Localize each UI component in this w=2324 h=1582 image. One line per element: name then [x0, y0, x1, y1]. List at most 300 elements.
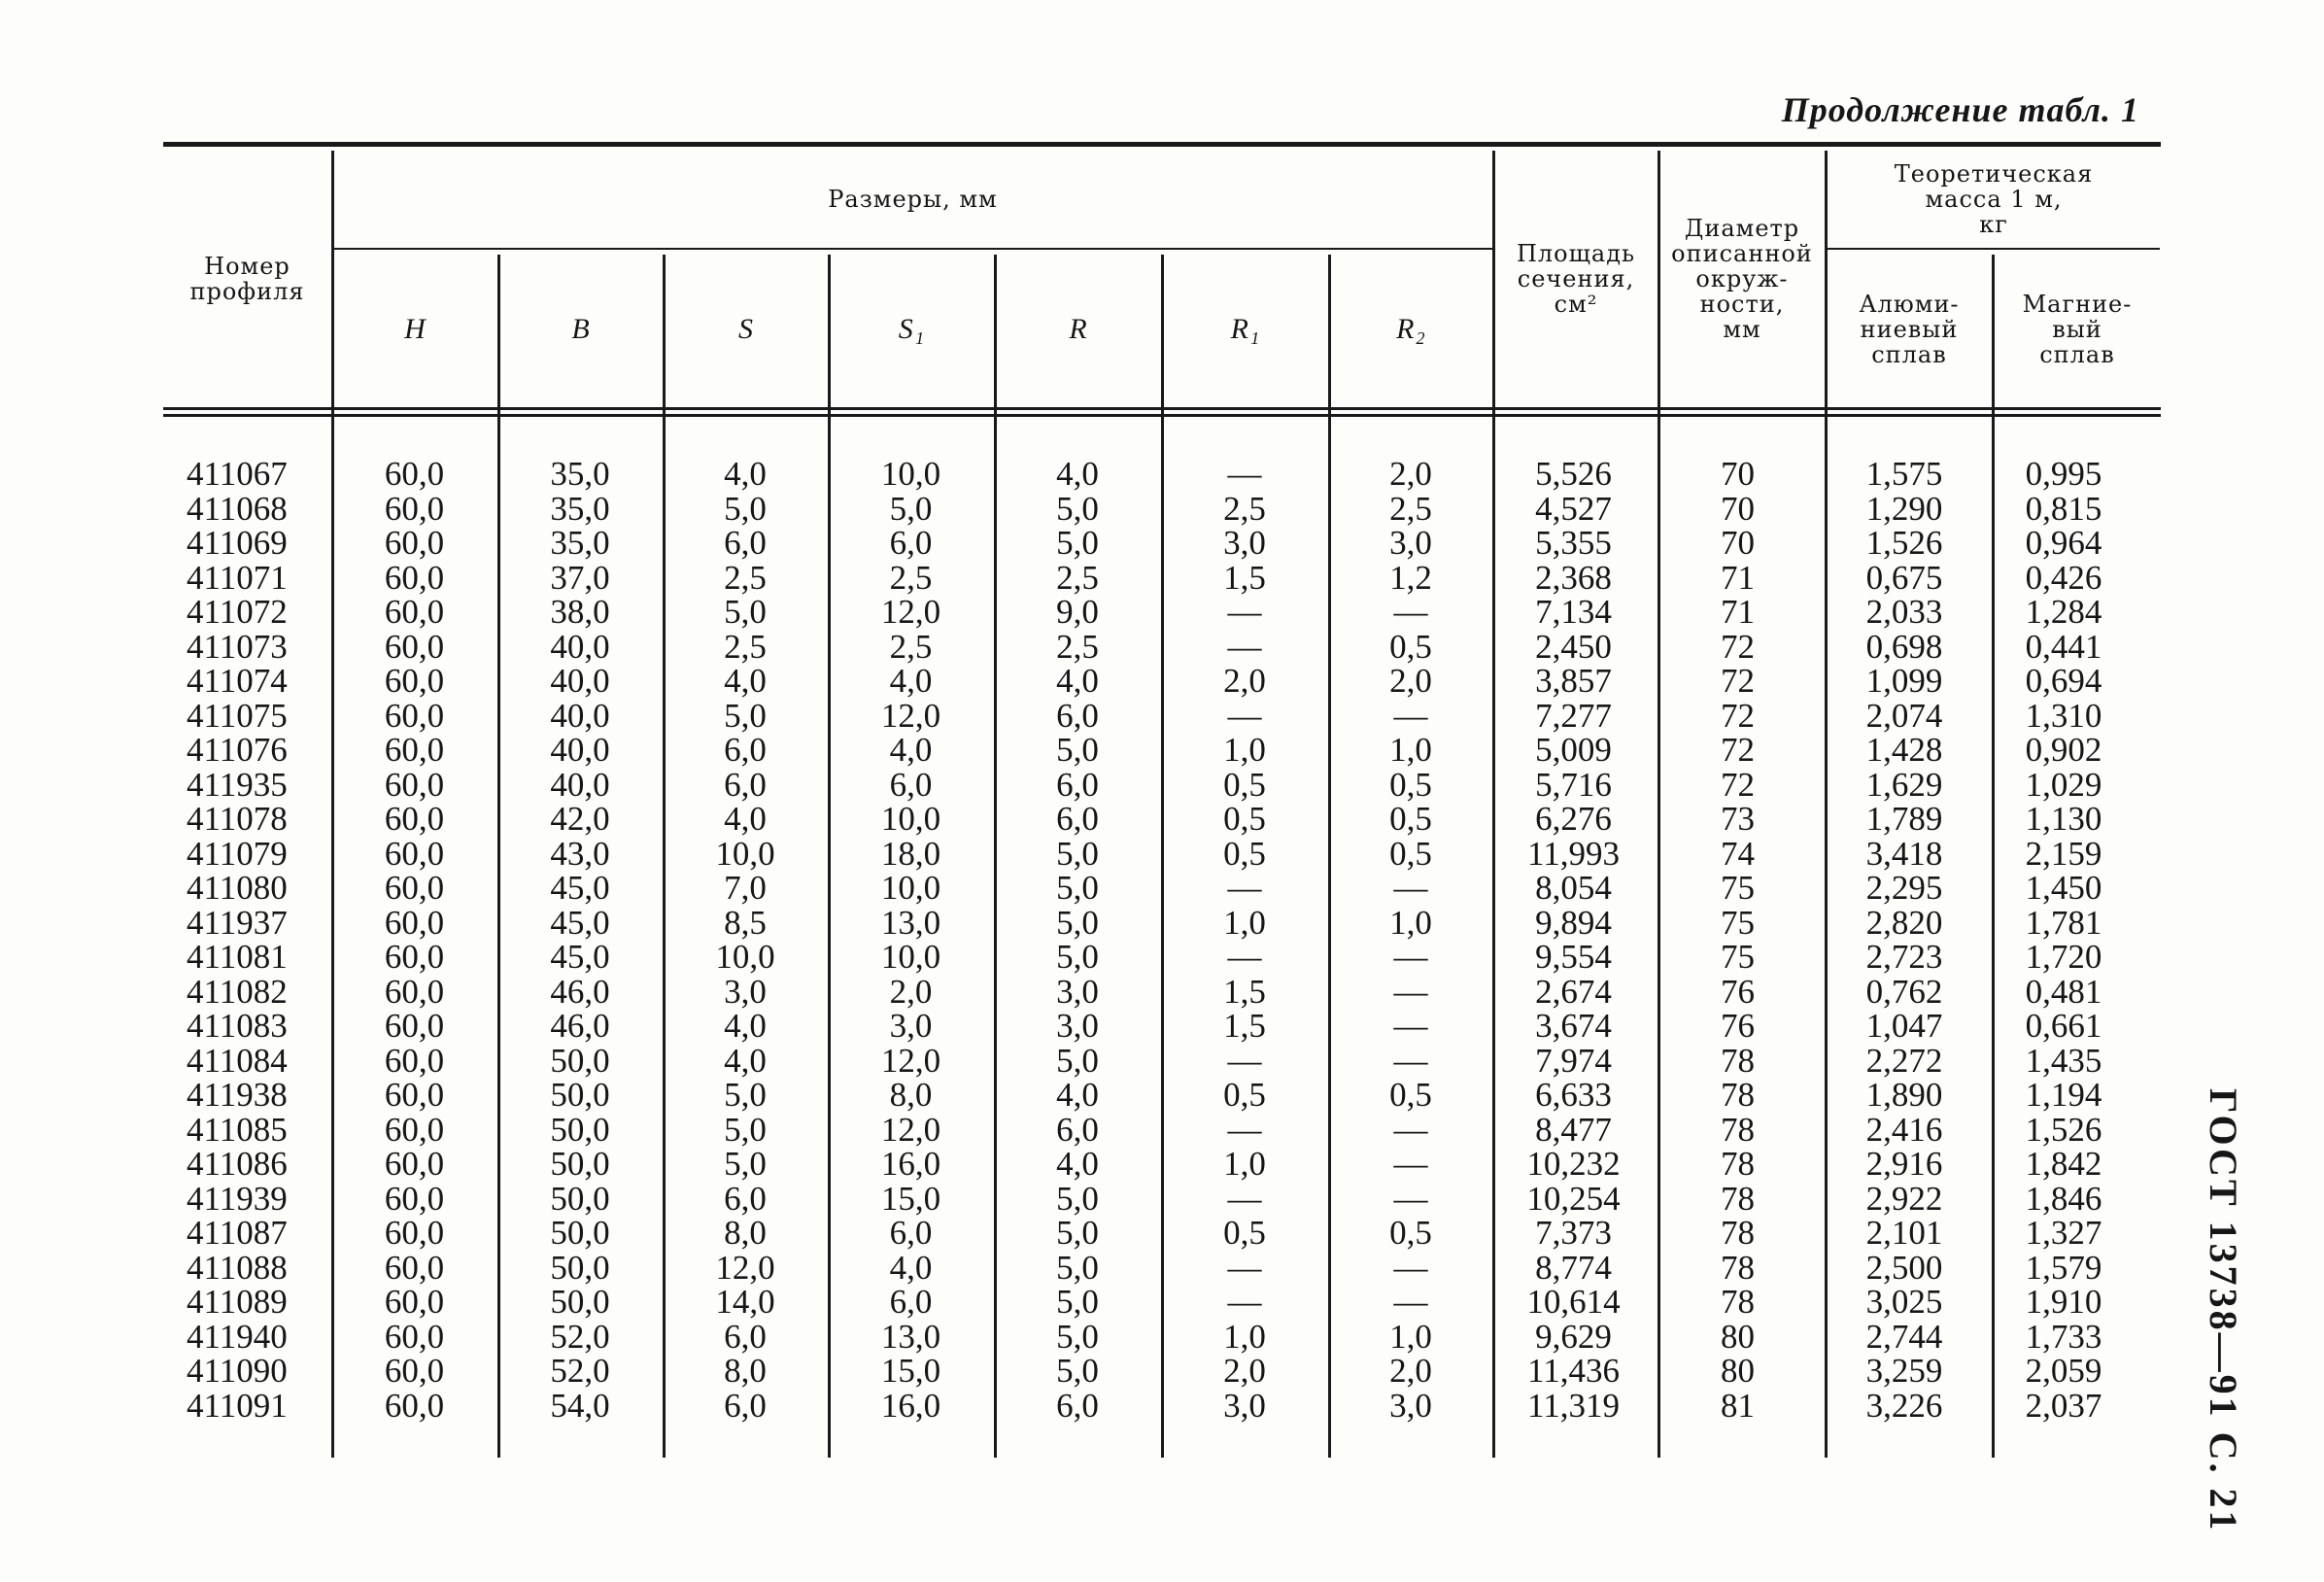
cell-h: 60,0: [384, 593, 445, 631]
cell-area: 6,633: [1535, 1076, 1612, 1114]
cell-r: 5,0: [1056, 1283, 1099, 1321]
cell-area: 7,134: [1535, 593, 1612, 631]
cell-r1: 2,0: [1223, 662, 1266, 700]
header-area: [1494, 151, 1658, 407]
cell-profile-number: 411935: [187, 765, 288, 804]
cell-r1: —: [1227, 696, 1262, 735]
cell-profile-number: 411078: [187, 800, 288, 838]
cell-h: 60,0: [384, 1179, 445, 1218]
cell-profile-number: 411072: [187, 593, 288, 631]
cell-profile-number: 411087: [187, 1214, 288, 1252]
cell-profile-number: 411068: [187, 489, 288, 528]
table-row: [163, 558, 2160, 597]
cell-b: 35,0: [550, 524, 610, 562]
cell-mass-magnesium: 0,694: [2025, 662, 2102, 700]
cell-r2: 0,5: [1389, 834, 1432, 873]
cell-r: 5,0: [1056, 1041, 1099, 1080]
cell-r2: —: [1393, 1145, 1428, 1183]
table-row: [163, 696, 2160, 735]
cell-mass-magnesium: 1,842: [2025, 1145, 2102, 1183]
cell-profile-number: 411080: [187, 869, 288, 907]
cell-area: 10,254: [1526, 1179, 1621, 1218]
cell-profile-number: 411085: [187, 1110, 288, 1149]
cell-mass-magnesium: 0,441: [2025, 627, 2102, 666]
cell-s: 12,0: [715, 1248, 775, 1287]
table-row: [163, 457, 2160, 492]
cell-profile-number: 411938: [187, 1076, 288, 1114]
cell-s: 6,0: [724, 1179, 767, 1218]
header-magnesium-label: Магние- вый сплав: [2022, 290, 2133, 368]
cell-s: 4,0: [724, 662, 767, 700]
cell-s1: 6,0: [889, 1283, 933, 1321]
cell-s: 6,0: [724, 731, 767, 769]
cell-s1: 16,0: [880, 1386, 941, 1425]
cell-h: 60,0: [384, 489, 445, 528]
cell-r1: 1,0: [1223, 1145, 1266, 1183]
cell-r2: —: [1393, 696, 1428, 735]
cell-s1: 12,0: [880, 593, 941, 631]
cell-b: 40,0: [550, 696, 610, 735]
header-area-label: Площадь сечения, см²: [1516, 240, 1636, 318]
cell-area: 10,614: [1526, 1283, 1621, 1321]
cell-diameter: 78: [1721, 1179, 1755, 1218]
table-row: [163, 1285, 2160, 1320]
cell-mass-aluminum: 2,500: [1865, 1248, 1943, 1287]
cell-mass-aluminum: 0,762: [1865, 972, 1943, 1011]
cell-s1: 16,0: [880, 1145, 941, 1183]
header-dim-s-label: S: [738, 312, 754, 345]
header-magnesium: [1994, 251, 2161, 407]
cell-r1: 0,5: [1223, 1076, 1266, 1114]
cell-r1: —: [1227, 1283, 1262, 1321]
table-row: [163, 733, 2160, 768]
table-caption: Продолжение табл. 1: [1781, 90, 2139, 129]
cell-b: 50,0: [550, 1214, 610, 1252]
cell-s: 8,5: [724, 903, 767, 942]
cell-b: 46,0: [550, 1007, 610, 1045]
cell-b: 50,0: [550, 1110, 610, 1149]
cell-r: 9,0: [1056, 593, 1099, 631]
cell-diameter: 72: [1721, 696, 1755, 735]
cell-s1: 2,5: [889, 627, 933, 666]
cell-area: 3,857: [1535, 662, 1612, 700]
cell-mass-magnesium: 1,130: [2025, 800, 2102, 838]
cell-b: 35,0: [550, 489, 610, 528]
cell-diameter: 80: [1721, 1317, 1755, 1356]
cell-r1: 1,5: [1223, 558, 1266, 597]
cell-s: 6,0: [724, 765, 767, 804]
cell-diameter: 72: [1721, 765, 1755, 804]
table-row: [163, 489, 2160, 528]
cell-profile-number: 411082: [187, 972, 288, 1011]
cell-b: 50,0: [550, 1248, 610, 1287]
cell-r: 5,0: [1056, 731, 1099, 769]
cell-s: 4,0: [724, 455, 767, 493]
cell-mass-aluminum: 2,916: [1865, 1145, 1943, 1183]
cell-r2: —: [1393, 938, 1428, 976]
cell-s1: 2,0: [889, 972, 933, 1011]
cell-r1: 1,0: [1223, 903, 1266, 942]
cell-mass-aluminum: 2,101: [1865, 1214, 1943, 1252]
cell-b: 42,0: [550, 800, 610, 838]
cell-mass-aluminum: 2,723: [1865, 938, 1943, 976]
cell-area: 8,774: [1535, 1248, 1612, 1287]
cell-r: 5,0: [1056, 489, 1099, 528]
cell-profile-number: 411086: [187, 1145, 288, 1183]
cell-r2: 3,0: [1389, 524, 1432, 562]
cell-mass-aluminum: 2,416: [1865, 1110, 1943, 1149]
cell-s: 5,0: [724, 1145, 767, 1183]
cell-r1: 1,0: [1223, 731, 1266, 769]
cell-profile-number: 411084: [187, 1041, 288, 1080]
cell-r2: 0,5: [1389, 800, 1432, 838]
cell-profile-number: 411081: [187, 938, 288, 976]
table-row: [163, 765, 2160, 804]
cell-s: 8,0: [724, 1214, 767, 1252]
cell-r: 5,0: [1056, 1248, 1099, 1287]
cell-r2: 2,0: [1389, 455, 1432, 493]
cell-mass-aluminum: 1,526: [1865, 524, 1943, 562]
cell-diameter: 72: [1721, 731, 1755, 769]
cell-profile-number: 411089: [187, 1283, 288, 1321]
cell-area: 8,477: [1535, 1110, 1612, 1149]
table-row: [163, 1110, 2160, 1149]
cell-diameter: 75: [1721, 869, 1755, 907]
cell-b: 35,0: [550, 455, 610, 493]
cell-diameter: 78: [1721, 1041, 1755, 1080]
cell-mass-aluminum: 1,099: [1865, 662, 1943, 700]
cell-diameter: 71: [1721, 558, 1755, 597]
cell-r1: 3,0: [1223, 1386, 1266, 1425]
cell-diameter: 78: [1721, 1248, 1755, 1287]
cell-diameter: 72: [1721, 627, 1755, 666]
header-dim-h: [333, 251, 497, 407]
cell-b: 45,0: [550, 869, 610, 907]
cell-s1: 12,0: [880, 1041, 941, 1080]
cell-s: 6,0: [724, 524, 767, 562]
cell-s1: 2,5: [889, 558, 933, 597]
cell-s: 10,0: [715, 938, 775, 976]
cell-r1: —: [1227, 1248, 1262, 1287]
header-dim-b-label: B: [571, 312, 591, 345]
cell-mass-magnesium: 1,579: [2025, 1248, 2102, 1287]
table-row: [163, 972, 2160, 1011]
table-row: [163, 1386, 2160, 1425]
cell-r1: —: [1227, 455, 1262, 493]
cell-profile-number: 411937: [187, 903, 288, 942]
cell-s: 4,0: [724, 1007, 767, 1045]
cell-r: 2,5: [1056, 558, 1099, 597]
table-row: [163, 1147, 2160, 1182]
cell-mass-magnesium: 1,450: [2025, 869, 2102, 907]
cell-s1: 6,0: [889, 524, 933, 562]
cell-area: 11,319: [1527, 1386, 1620, 1425]
table-row: [163, 1009, 2160, 1044]
dimensions-sub-rule: [333, 248, 1492, 250]
cell-s1: 13,0: [880, 1317, 941, 1356]
table-row: [163, 1317, 2160, 1356]
cell-b: 50,0: [550, 1041, 610, 1080]
cell-profile-number: 411079: [187, 834, 288, 873]
header-dim-h-label: H: [404, 312, 427, 345]
cell-s: 8,0: [724, 1352, 767, 1390]
cell-diameter: 78: [1721, 1076, 1755, 1114]
cell-mass-aluminum: 3,259: [1865, 1352, 1943, 1390]
cell-mass-magnesium: 1,733: [2025, 1317, 2102, 1356]
cell-h: 60,0: [384, 1248, 445, 1287]
cell-r2: —: [1393, 1110, 1428, 1149]
cell-area: 9,554: [1535, 938, 1612, 976]
cell-r1: —: [1227, 938, 1262, 976]
cell-h: 60,0: [384, 1386, 445, 1425]
cell-diameter: 76: [1721, 972, 1755, 1011]
cell-b: 40,0: [550, 662, 610, 700]
table-row: [163, 940, 2160, 975]
cell-s1: 12,0: [880, 1110, 941, 1149]
cell-r: 4,0: [1056, 455, 1099, 493]
header-mass: [1827, 151, 2161, 248]
cell-s: 6,0: [724, 1386, 767, 1425]
table-row: [163, 627, 2160, 666]
cell-r: 3,0: [1056, 1007, 1099, 1045]
cell-mass-magnesium: 0,661: [2025, 1007, 2102, 1045]
cell-h: 60,0: [384, 765, 445, 804]
cell-s1: 15,0: [880, 1179, 941, 1218]
cell-r: 5,0: [1056, 869, 1099, 907]
cell-diameter: 78: [1721, 1110, 1755, 1149]
cell-b: 50,0: [550, 1179, 610, 1218]
cell-diameter: 70: [1721, 489, 1755, 528]
cell-area: 8,054: [1535, 869, 1612, 907]
cell-h: 60,0: [384, 1283, 445, 1321]
table-row: [163, 664, 2160, 699]
cell-diameter: 70: [1721, 455, 1755, 493]
cell-r2: 3,0: [1389, 1386, 1432, 1425]
cell-s1: 10,0: [880, 869, 941, 907]
cell-s: 2,5: [724, 558, 767, 597]
cell-h: 60,0: [384, 834, 445, 873]
table-row: [163, 595, 2160, 630]
cell-b: 52,0: [550, 1352, 610, 1390]
cell-profile-number: 411090: [187, 1352, 288, 1390]
cell-s: 7,0: [724, 869, 767, 907]
header-dim-r2-label: R₂: [1396, 312, 1426, 345]
cell-r1: —: [1227, 1110, 1262, 1149]
cell-area: 5,716: [1535, 765, 1612, 804]
cell-r2: —: [1393, 1179, 1428, 1218]
cell-mass-magnesium: 1,910: [2025, 1283, 2102, 1321]
cell-r2: —: [1393, 869, 1428, 907]
cell-profile-number: 411940: [187, 1317, 288, 1356]
cell-mass-magnesium: 0,995: [2025, 455, 2102, 493]
cell-r1: 0,5: [1223, 800, 1266, 838]
header-dim-b: [499, 251, 663, 407]
cell-r: 4,0: [1056, 1145, 1099, 1183]
header-profile-number: [163, 151, 331, 407]
cell-s: 5,0: [724, 1076, 767, 1114]
cell-s1: 6,0: [889, 765, 933, 804]
table-row: [163, 802, 2160, 837]
cell-area: 7,373: [1535, 1214, 1612, 1252]
cell-h: 60,0: [384, 1352, 445, 1390]
cell-r1: 3,0: [1223, 524, 1266, 562]
table-body: [163, 457, 2160, 1423]
cell-r1: 1,0: [1223, 1317, 1266, 1356]
cell-s: 3,0: [724, 972, 767, 1011]
header-dim-r1-label: R₁: [1230, 312, 1261, 345]
header-dim-s: [665, 251, 828, 407]
cell-mass-magnesium: 1,846: [2025, 1179, 2102, 1218]
cell-mass-aluminum: 2,820: [1865, 903, 1943, 942]
cell-r: 5,0: [1056, 834, 1099, 873]
cell-s1: 4,0: [889, 662, 933, 700]
table-row: [163, 1179, 2160, 1218]
cell-s1: 10,0: [880, 800, 941, 838]
cell-mass-aluminum: 1,789: [1865, 800, 1943, 838]
cell-mass-magnesium: 1,029: [2025, 765, 2102, 804]
cell-b: 45,0: [550, 938, 610, 976]
cell-r1: —: [1227, 1179, 1262, 1218]
cell-b: 50,0: [550, 1145, 610, 1183]
cell-diameter: 78: [1721, 1145, 1755, 1183]
cell-s1: 15,0: [880, 1352, 941, 1390]
cell-diameter: 78: [1721, 1283, 1755, 1321]
cell-diameter: 76: [1721, 1007, 1755, 1045]
header-dim-s1-label: S₁: [898, 312, 926, 345]
cell-mass-magnesium: 1,194: [2025, 1076, 2102, 1114]
cell-r1: 0,5: [1223, 1214, 1266, 1252]
cell-mass-aluminum: 1,290: [1865, 489, 1943, 528]
cell-r: 5,0: [1056, 903, 1099, 942]
cell-r2: 0,5: [1389, 627, 1432, 666]
cell-profile-number: 411067: [187, 455, 288, 493]
header-dim-r2: [1330, 251, 1492, 407]
cell-h: 60,0: [384, 1007, 445, 1045]
cell-area: 2,450: [1535, 627, 1612, 666]
cell-r2: 0,5: [1389, 1076, 1432, 1114]
cell-h: 60,0: [384, 731, 445, 769]
cell-area: 11,436: [1527, 1352, 1620, 1390]
cell-mass-aluminum: 2,295: [1865, 869, 1943, 907]
cell-r2: 2,0: [1389, 662, 1432, 700]
table-row: [163, 1041, 2160, 1080]
cell-area: 3,674: [1535, 1007, 1612, 1045]
cell-h: 60,0: [384, 1317, 445, 1356]
cell-r: 5,0: [1056, 524, 1099, 562]
cell-mass-aluminum: 0,675: [1865, 558, 1943, 597]
cell-s1: 3,0: [889, 1007, 933, 1045]
cell-r1: 0,5: [1223, 765, 1266, 804]
cell-s1: 5,0: [889, 489, 933, 528]
cell-r: 5,0: [1056, 1179, 1099, 1218]
cell-diameter: 80: [1721, 1352, 1755, 1390]
cell-mass-magnesium: 2,037: [2025, 1386, 2102, 1425]
cell-h: 60,0: [384, 1041, 445, 1080]
cell-s1: 10,0: [880, 455, 941, 493]
cell-s1: 18,0: [880, 834, 941, 873]
cell-s: 5,0: [724, 489, 767, 528]
cell-mass-magnesium: 0,815: [2025, 489, 2102, 528]
cell-h: 60,0: [384, 627, 445, 666]
cell-r: 5,0: [1056, 1317, 1099, 1356]
cell-mass-magnesium: 1,720: [2025, 938, 2102, 976]
cell-s: 10,0: [715, 834, 775, 873]
cell-r: 6,0: [1056, 1386, 1099, 1425]
cell-profile-number: 411076: [187, 731, 288, 769]
cell-diameter: 78: [1721, 1214, 1755, 1252]
header-aluminum-label: Алюми- ниевый сплав: [1859, 290, 1960, 368]
cell-area: 2,368: [1535, 558, 1612, 597]
header-dim-r: [996, 251, 1161, 407]
table-row: [163, 871, 2160, 906]
cell-b: 52,0: [550, 1317, 610, 1356]
cell-mass-aluminum: 2,033: [1865, 593, 1943, 631]
cell-mass-aluminum: 1,428: [1865, 731, 1943, 769]
cell-area: 7,277: [1535, 696, 1612, 735]
cell-r: 6,0: [1056, 765, 1099, 804]
cell-r: 3,0: [1056, 972, 1099, 1011]
header-dim-s1: [830, 251, 994, 407]
header-dimensions: [333, 151, 1492, 248]
header-profile-label: Номер профиля: [189, 253, 305, 305]
cell-r1: —: [1227, 593, 1262, 631]
cell-mass-magnesium: 1,781: [2025, 903, 2102, 942]
table-row: [163, 1216, 2160, 1251]
cell-area: 9,629: [1535, 1317, 1612, 1356]
cell-profile-number: 411069: [187, 524, 288, 562]
cell-profile-number: 411075: [187, 696, 288, 735]
cell-s: 2,5: [724, 627, 767, 666]
header-dimensions-label: Размеры, мм: [828, 186, 998, 213]
cell-area: 9,894: [1535, 903, 1612, 942]
cell-r2: —: [1393, 1283, 1428, 1321]
cell-mass-aluminum: 2,074: [1865, 696, 1943, 735]
cell-b: 50,0: [550, 1283, 610, 1321]
cell-diameter: 75: [1721, 938, 1755, 976]
cell-s: 5,0: [724, 1110, 767, 1149]
cell-b: 54,0: [550, 1386, 610, 1425]
cell-r1: 1,5: [1223, 1007, 1266, 1045]
table-row: [163, 1248, 2160, 1287]
cell-mass-aluminum: 3,025: [1865, 1283, 1943, 1321]
cell-profile-number: 411074: [187, 662, 288, 700]
cell-r: 4,0: [1056, 1076, 1099, 1114]
cell-mass-aluminum: 2,922: [1865, 1179, 1943, 1218]
cell-r2: —: [1393, 593, 1428, 631]
cell-s: 5,0: [724, 696, 767, 735]
header-aluminum: [1827, 251, 1992, 407]
cell-s1: 13,0: [880, 903, 941, 942]
table-row: [163, 1354, 2160, 1389]
cell-profile-number: 411939: [187, 1179, 288, 1218]
cell-area: 10,232: [1526, 1145, 1621, 1183]
cell-s1: 8,0: [889, 1076, 933, 1114]
table-row: [163, 526, 2160, 561]
cell-h: 60,0: [384, 1214, 445, 1252]
cell-area: 5,009: [1535, 731, 1612, 769]
cell-r2: 1,2: [1389, 558, 1432, 597]
cell-profile-number: 411071: [187, 558, 288, 597]
cell-diameter: 74: [1721, 834, 1755, 873]
cell-diameter: 81: [1721, 1386, 1755, 1425]
cell-r2: 1,0: [1389, 1317, 1432, 1356]
cell-mass-magnesium: 0,964: [2025, 524, 2102, 562]
header-mass-label: Теоретическая масса 1 м, кг: [1894, 160, 2094, 238]
cell-mass-magnesium: 0,426: [2025, 558, 2102, 597]
cell-s1: 6,0: [889, 1214, 933, 1252]
cell-r1: 0,5: [1223, 834, 1266, 873]
cell-area: 6,276: [1535, 800, 1612, 838]
